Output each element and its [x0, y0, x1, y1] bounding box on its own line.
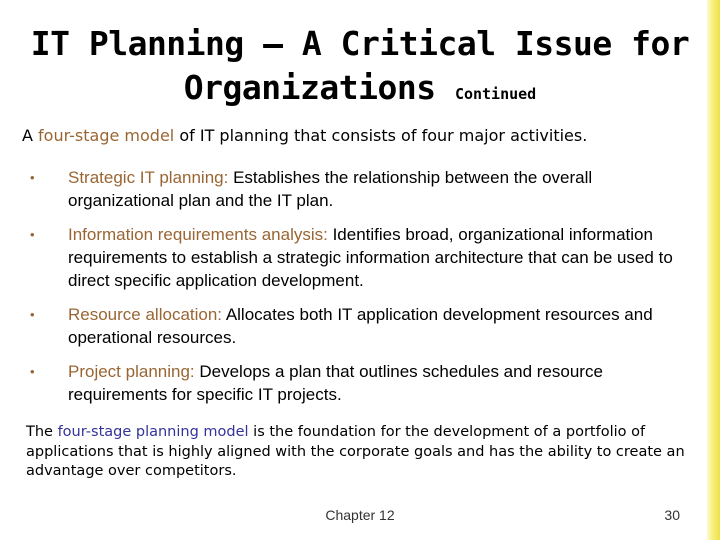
list-item [30, 360, 690, 406]
page-number: 30 [664, 507, 680, 523]
bullet-term: Information requirements analysis: [68, 225, 328, 244]
title-line-2-text: Organizations [183, 68, 436, 107]
bullet-text: Identifies broad, organizational information requirements to establish a strategic information architecture that can be used to direct specific application development. [68, 225, 673, 290]
title-continued: Continued [454, 85, 537, 103]
summary-text [26, 423, 686, 482]
title-line-2 [0, 66, 720, 116]
list-item [30, 166, 690, 212]
summary-prefix: The [26, 424, 58, 440]
bullet-icon: • [30, 227, 35, 242]
intro-prefix: A [22, 126, 39, 145]
summary-rest: is the foundation for the development of a portfolio of applications that is highly aligned with the corporate goals and has the ability to create an advantage over competitors. [26, 424, 685, 479]
bullet-text: Develops a plan that outlines schedules and resource requirements for specific IT projects. [68, 362, 603, 404]
bullet-icon: • [30, 364, 35, 379]
title-line-1: IT Planning — A Critical Issue for [30, 24, 690, 63]
intro-text [22, 126, 702, 146]
intro-rest: of IT planning that consists of four major activities. [174, 126, 588, 145]
bullet-icon: • [30, 170, 35, 185]
bullet-text: Allocates both IT application development resources and operational resources. [68, 305, 653, 347]
slide-title [0, 22, 720, 116]
footer-chapter: Chapter 12 [325, 507, 395, 523]
summary-highlight: four-stage planning model [57, 424, 249, 440]
bullet-term: Resource allocation: [68, 305, 223, 324]
intro-highlight: four-stage model [38, 126, 175, 145]
bullet-text: Establishes the relationship between the overall organizational plan and the IT plan. [68, 168, 593, 210]
list-item [30, 303, 690, 349]
bullet-term: Strategic IT planning: [68, 168, 229, 187]
list-item [30, 223, 690, 292]
bullet-icon: • [30, 307, 35, 322]
activities-list [30, 166, 690, 417]
bullet-term: Project planning: [68, 362, 195, 381]
